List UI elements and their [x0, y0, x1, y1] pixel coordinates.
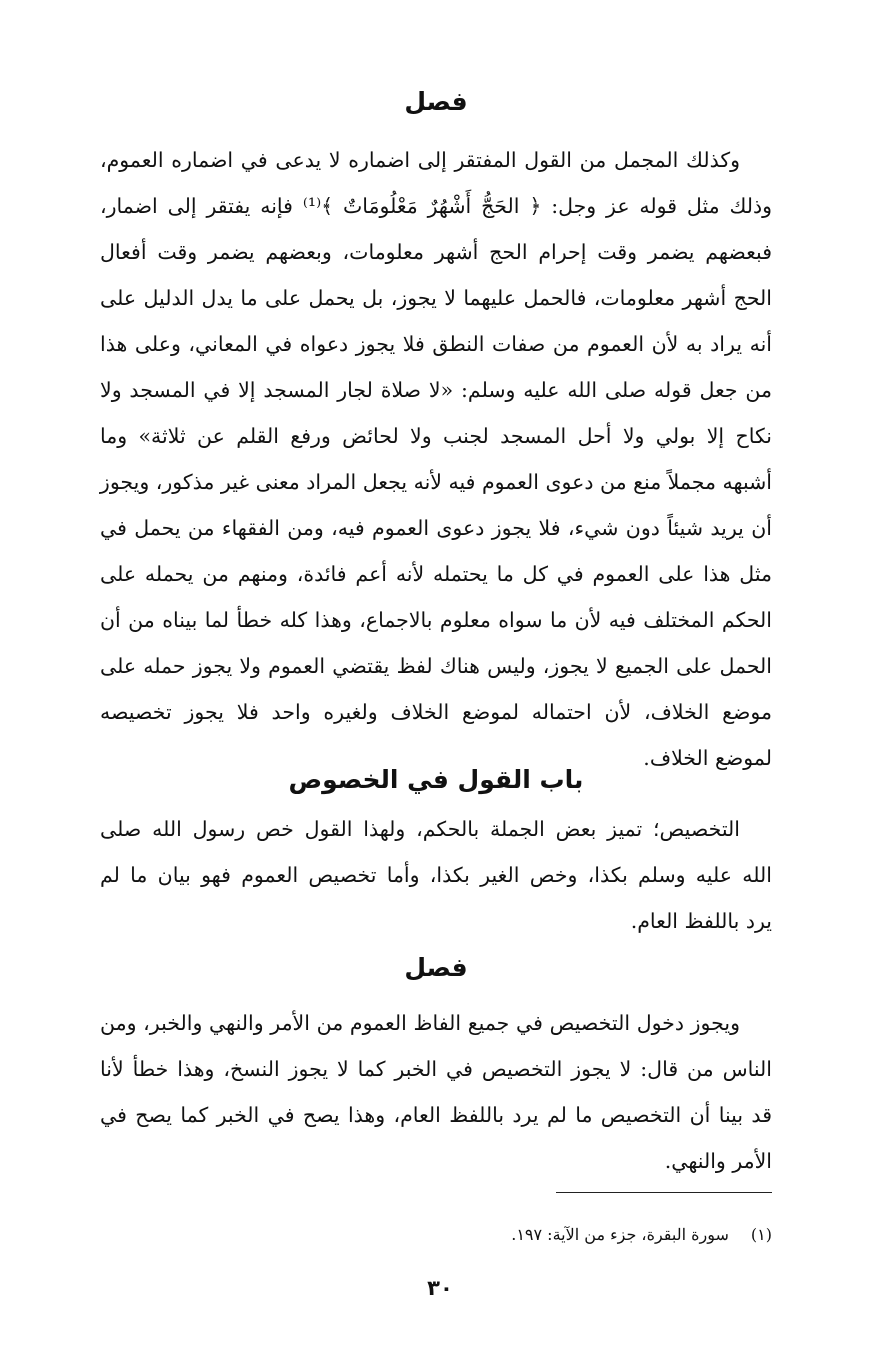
section-heading-khusus: باب القول في الخصوص [288, 765, 584, 794]
text-line: من جعل قوله صلى الله عليه وسلم: «لا صلاة لجار المسجد إلا في المسجد ولا [100, 378, 772, 402]
text-line: أن يريد شيئاً دون شيء، فلا يجوز دعوى العموم فيه، ومن الفقهاء من يحمل في [100, 516, 772, 540]
text-line: أنه يراد به لأن العموم من صفات النطق فلا يجوز دعواه في المعاني، وعلى هذا [100, 332, 772, 356]
text-line: مثل هذا على العموم في كل ما يحتمله لأنه أعم فائدة، ومنهم من يحمله على [100, 562, 772, 586]
section-heading-fasl-1: فصل [404, 87, 468, 116]
text-line: الحمل على الجميع لا يجوز، وليس هناك لفظ يقتضي العموم ولا يجوز حمله على [100, 654, 772, 678]
text-line: التخصيص؛ تميز بعض الجملة بالحكم، ولهذا القول خص رسول الله صلى [100, 817, 740, 841]
text-line: نكاح إلا بولي ولا أحل المسجد لجنب ولا لحائض ورفع القلم عن ثلاثة» وما [100, 424, 772, 448]
page-number: ٣٠ [427, 1276, 453, 1300]
footnote [300, 1218, 772, 1252]
text-line: موضع الخلاف، لأن احتماله لموضع الخلاف ولغيره واحد فلا يجوز تخصيصه [100, 700, 772, 724]
text-line: الله عليه وسلم بكذا، وخص الغير بكذا، وأما تخصيص العموم فهو بيان ما لم [100, 863, 772, 887]
text-line: وكذلك المجمل من القول المفتقر إلى اضماره لا يدعى في اضماره العموم، [100, 148, 740, 172]
text-line: قد بينا أن التخصيص ما لم يرد باللفظ العام، وهذا يصح في الخبر كما يصح في [100, 1103, 772, 1127]
text-line: ويجوز دخول التخصيص في جميع الفاظ العموم من الأمر والنهي والخبر، ومن [100, 1011, 740, 1035]
text-line: فبعضهم يضمر وقت إحرام الحج أشهر معلومات، وبعضهم يضمر وقت أفعال [100, 240, 772, 264]
paragraph-takhsis-definition [100, 806, 772, 944]
text-line: أشبهه مجملاً منع من دعوى العموم فيه لأنه يجعل المراد معنى غير مذكور، ويجوز [99, 470, 772, 494]
text-line: الناس من قال: لا يجوز التخصيص في الخبر كما لا يجوز النسخ، وهذا خطأ لأنا [100, 1057, 772, 1081]
footnote-text: سورة البقرة، جزء من الآية: ١٩٧. [511, 1225, 729, 1244]
paragraph-mujmal [100, 137, 772, 781]
footnote-marker: (١) [750, 1225, 772, 1244]
text-line: الحج أشهر معلومات، فالحمل عليهما لا يجوز، بل يحمل على ما يدل الدليل على [100, 286, 772, 310]
text-line: الحكم المختلف فيه لأن ما سواه معلوم بالاجماع، وهذا كله خطأ لما بيناه من أن [100, 608, 772, 632]
text-line: الأمر والنهي. [664, 1149, 772, 1173]
section-heading-fasl-2: فصل [404, 953, 468, 982]
text-line: وذلك مثل قوله عز وجل: ﴿ الحَجُّ أَشْهُرٌ مَعْلُومَاتٌ ﴾⁽¹⁾ فإنه يفتقر إلى اضمار، [100, 194, 772, 218]
text-line: يرد باللفظ العام. [630, 909, 772, 933]
footnote-divider [556, 1192, 772, 1193]
paragraph-takhsis-scope [100, 1000, 772, 1184]
text-line: لموضع الخلاف. [643, 746, 772, 770]
